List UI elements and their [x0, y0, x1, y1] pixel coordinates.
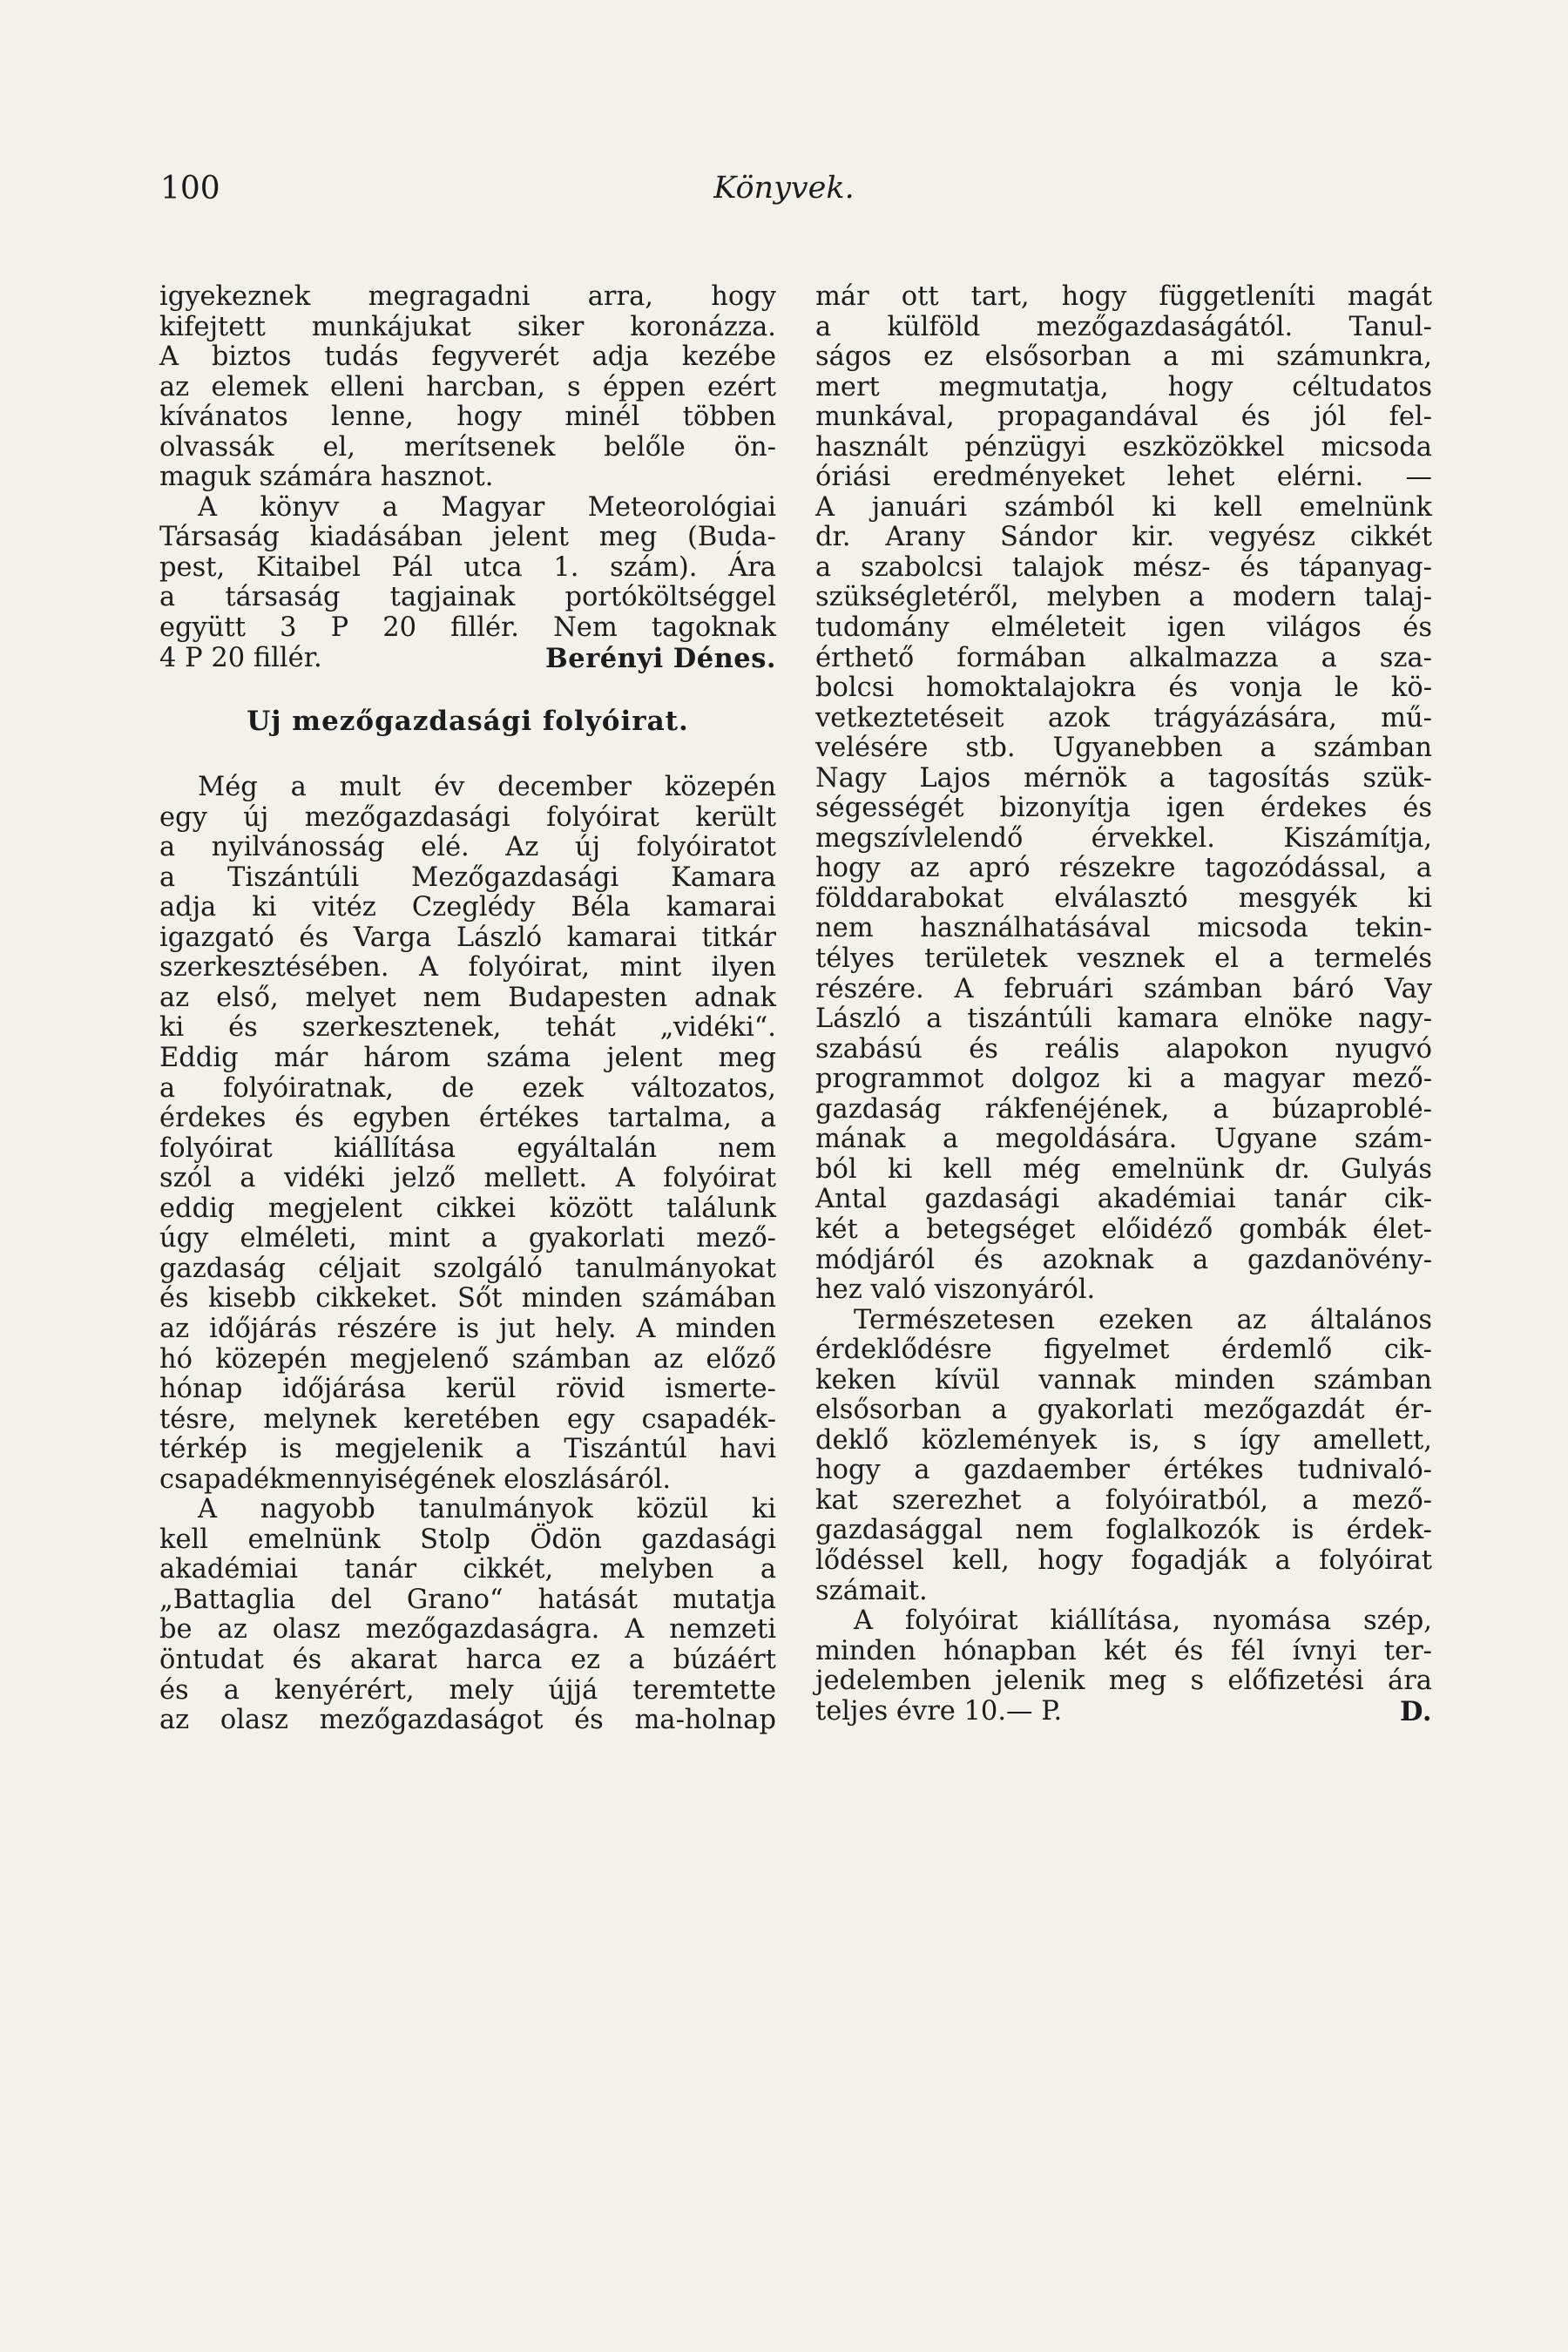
text-line: a nyilvánosság elé. Az új folyóiratot: [159, 832, 776, 863]
text-line: folyóirat kiállítása egyáltalán nem: [159, 1132, 776, 1164]
text-line: mert megmutatja, hogy céltudatos: [815, 371, 1432, 402]
text-line: akadémiai tanár cikkét, melyben a: [159, 1554, 776, 1585]
text-line: programmot dolgoz ki a magyar mező-: [815, 1064, 1432, 1095]
text-line: érdekes és egyben értékes tartalma, a: [159, 1103, 776, 1134]
text-line-with-signature: [815, 1697, 1432, 1727]
text-line: kell emelnünk Stolp Ödön gazdasági: [159, 1524, 776, 1555]
text-line: pest, Kitaibel Pál utca 1. szám). Ára: [159, 551, 776, 583]
text-line: részére. A februári számban báró Vay: [815, 973, 1432, 1004]
text-line-with-signature: [159, 644, 776, 674]
text-line: a Tiszántúli Mezőgazdasági Kamara: [159, 862, 776, 893]
text-line: lődéssel kell, hogy fogadják a folyóirat: [815, 1544, 1432, 1576]
text-line: használt pénzügyi eszközökkel micsoda: [815, 431, 1432, 463]
text-line: az első, melyet nem Budapesten adnak: [159, 982, 776, 1013]
text-line: elsősorban a gyakorlati mezőgazdát ér-: [815, 1395, 1432, 1426]
text-line: kívánatos lenne, hogy minél többen: [159, 402, 776, 433]
text-line: hogy a gazdaember értékes tudnivaló-: [815, 1455, 1432, 1486]
text-line: a szabolcsi talajok mész- és tápanyag-: [815, 551, 1432, 583]
text-line: maguk számára hasznot.: [159, 462, 494, 493]
text-line: ki és szerkesztenek, tehát „vidéki“.: [159, 1012, 776, 1044]
text-line: Nagy Lajos mérnök a tagosítás szük-: [815, 762, 1432, 794]
text-line: kat szerezhet a folyóiratból, a mező-: [815, 1484, 1432, 1516]
text-line: ségességét bizonyítja igen érdekes és: [815, 793, 1432, 824]
text-line: A könyv a Magyar Meteorológiai: [198, 491, 776, 523]
text-line: be az olasz mezőgazdaságra. A nemzeti: [159, 1614, 776, 1646]
text-line: számait.: [815, 1575, 928, 1606]
text-line: tésre, melynek keretében egy csapadék-: [159, 1403, 776, 1435]
text-line: a külföld mezőgazdaságától. Tanul-: [815, 311, 1432, 342]
text-line: a társaság tagjainak portóköltséggel: [159, 582, 776, 613]
author-signature: D.: [1400, 1695, 1432, 1727]
text-line: tudomány elméleteit igen világos és: [815, 612, 1432, 644]
text-line: Eddig már három száma jelent meg: [159, 1043, 776, 1074]
text-line: munkával, propagandával és jól fel-: [815, 402, 1432, 433]
text-line: hó közepén megjelenő számban az előző: [159, 1343, 776, 1375]
page-number: 100: [160, 171, 220, 206]
text-line: már ott tart, hogy függetleníti magát: [815, 281, 1432, 312]
text-line: érdeklődésre figyelmet érdemlő cik-: [815, 1335, 1432, 1366]
text-line: A nagyobb tanulmányok közül ki: [198, 1494, 776, 1525]
text-line: együtt 3 P 20 fillér. Nem tagoknak: [159, 612, 776, 644]
text-line: mának a megoldására. Ugyane szám-: [815, 1124, 1432, 1155]
text-line: keken kívül vannak minden számban: [815, 1364, 1432, 1396]
text-line: „Battaglia del Grano“ hatását mutatja: [159, 1584, 776, 1615]
text-line: dr. Arany Sándor kir. vegyész cikkét: [815, 522, 1432, 553]
text-line: óriási eredményeket lehet elérni. —: [815, 462, 1432, 493]
left-column: [159, 282, 776, 1736]
text-line: módjáról és azoknak a gazdanövény-: [815, 1244, 1432, 1275]
text-line: ságos ez elsősorban a mi számunkra,: [815, 341, 1432, 373]
text-line: Még a mult év december közepén: [198, 772, 776, 803]
text-line: bolcsi homoktalajokra és vonja le kö-: [815, 672, 1432, 704]
text-line: úgy elméleti, mint a gyakorlati mező-: [159, 1223, 776, 1254]
text-line: és kisebb cikkeket. Sőt minden számában: [159, 1283, 776, 1315]
text-line: vetkeztetéseit azok trágyázására, mű-: [815, 702, 1432, 733]
text-fragment: 4 P 20 fillér.: [159, 642, 322, 673]
text-line: gazdasággal nem foglalkozók is érdek-: [815, 1515, 1432, 1546]
text-line: olvassák el, merítsenek belőle ön-: [159, 431, 776, 463]
text-line: igazgató és Varga László kamarai titkár: [159, 922, 776, 953]
text-line: a folyóiratnak, de ezek változatos,: [159, 1072, 776, 1104]
text-line: eddig megjelent cikkei között találunk: [159, 1193, 776, 1224]
text-line: minden hónapban két és fél ívnyi ter-: [815, 1635, 1432, 1666]
text-line: az olasz mezőgazdaságot és ma-holnap: [159, 1705, 776, 1736]
running-head: [160, 171, 1408, 214]
text-line: szükségletéről, melyben a modern talaj-: [815, 582, 1432, 613]
text-line: az elemek elleni harcban, s éppen ezért: [159, 371, 776, 402]
article-title: Uj mezőgazdasági folyóirat.: [247, 706, 689, 738]
text-line: igyekeznek megragadni arra, hogy: [159, 281, 776, 312]
text-line: László a tiszántúli kamara elnöke nagy-: [815, 1004, 1432, 1035]
author-signature: Berényi Dénes.: [545, 642, 776, 674]
text-line: A folyóirat kiállítása, nyomása szép,: [854, 1605, 1432, 1637]
text-line: télyes területek vesznek el a termelés: [815, 943, 1432, 975]
text-line: kifejtett munkájukat siker koronázza.: [159, 311, 776, 342]
text-fragment: teljes évre 10.— P.: [815, 1695, 1063, 1727]
text-line: egy új mezőgazdasági folyóirat került: [159, 801, 776, 833]
text-line: jedelemben jelenik meg s előfizetési ára: [815, 1666, 1432, 1697]
text-line: az időjárás részére is jut hely. A minden: [159, 1313, 776, 1344]
text-line: adja ki vitéz Czeglédy Béla kamarai: [159, 892, 776, 923]
text-line: földdarabokat elválasztó mesgyék ki: [815, 882, 1432, 914]
text-line: hogy az apró részekre tagozódással, a: [815, 853, 1432, 884]
text-line: hónap időjárása kerül rövid ismerte-: [159, 1374, 776, 1405]
text-line: csapadékmennyiségének eloszlásáról.: [159, 1463, 672, 1495]
text-line: és a kenyérért, mely újjá teremtette: [159, 1674, 776, 1706]
text-line: öntudat és akarat harca ez a búzáért: [159, 1644, 776, 1675]
right-column: [815, 282, 1432, 1727]
text-line: ból ki kell még emelnünk dr. Gulyás: [815, 1153, 1432, 1185]
text-line: A biztos tudás fegyverét adja kezébe: [159, 341, 776, 373]
text-line: hez való viszonyáról.: [815, 1274, 1096, 1306]
text-line: szabású és reális alapokon nyugvó: [815, 1033, 1432, 1064]
text-line: gazdaság rákfenéjének, a búzaproblé-: [815, 1093, 1432, 1125]
text-line: Antal gazdasági akadémiai tanár cik-: [815, 1184, 1432, 1215]
text-line: gazdaság céljait szolgáló tanulmányokat: [159, 1253, 776, 1284]
text-line: érthető formában alkalmazza a sza-: [815, 642, 1432, 673]
text-line: szerkesztésében. A folyóirat, mint ilyen: [159, 952, 776, 983]
text-line: megszívlelendő érvekkel. Kiszámítja,: [815, 822, 1432, 854]
text-line: velésére stb. Ugyanebben a számban: [815, 733, 1432, 764]
text-line: térkép is megjelenik a Tiszántúl havi: [159, 1434, 776, 1465]
text-line: két a betegséget előidéző gombák élet-: [815, 1213, 1432, 1245]
text-line: Társaság kiadásában jelent meg (Buda-: [159, 522, 776, 553]
text-line: Természetesen ezeken az általános: [854, 1304, 1432, 1335]
section-title: Könyvek.: [713, 171, 855, 206]
text-line: szól a vidéki jelző mellett. A folyóirat: [159, 1163, 776, 1194]
text-line: nem használhatásával micsoda tekin-: [815, 913, 1432, 944]
text-line: A januári számból ki kell emelnünk: [815, 491, 1432, 523]
text-line: deklő közlemények is, s így amellett,: [815, 1424, 1432, 1456]
